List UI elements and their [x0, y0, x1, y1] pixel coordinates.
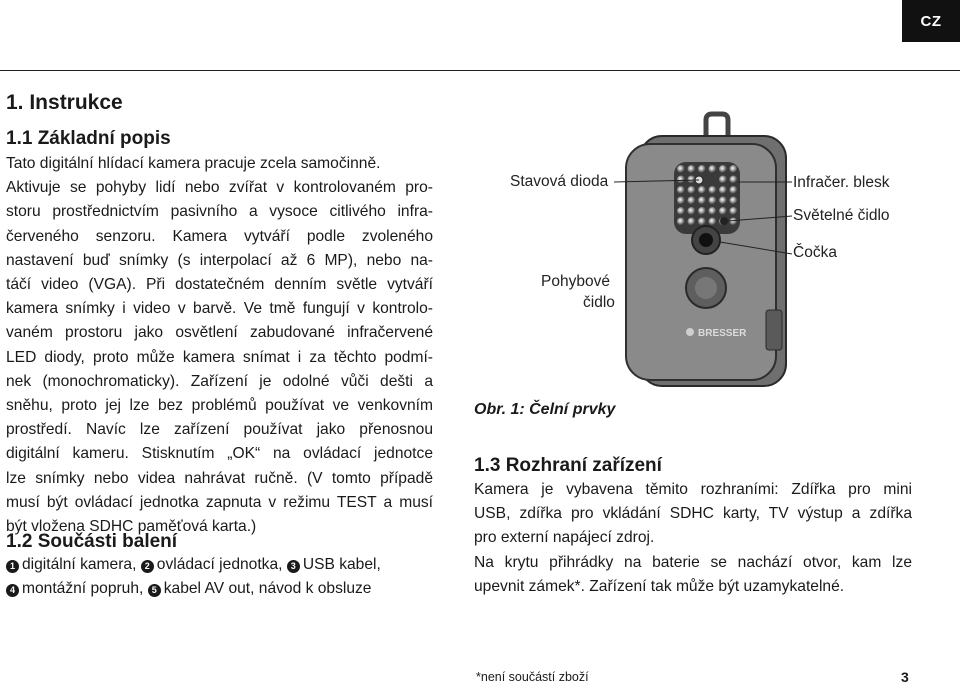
camera-front-illustration — [470, 110, 910, 400]
ir-led — [677, 197, 685, 205]
text-line: USB, zdířka pro vkládání SDHC karty, TV výstup a zdířka — [474, 505, 912, 523]
ir-led — [730, 176, 738, 184]
basic-description-text — [6, 152, 433, 539]
ir-led — [709, 218, 717, 226]
text-line: prostředí. Navíc lze zařízení používat jako přenosnou — [6, 421, 433, 439]
header-rule — [0, 70, 960, 71]
text-line: Aktivuje se pohyby lidí nebo zvířat v kontrolovaném pro- — [6, 179, 433, 197]
figure-caption: Obr. 1: Čelní prvky — [474, 401, 616, 418]
text-line: kamera snímky i video v barvě. Ve tmě fungují v kontrolo- — [6, 300, 433, 318]
ir-led — [698, 218, 706, 226]
side-latch — [766, 310, 782, 350]
text-line: storu prostřednictvím pasivního a vysoce citlivého infra- — [6, 203, 433, 221]
package-contents-list — [6, 553, 446, 601]
number-badge: 2 — [141, 560, 154, 573]
brand-logo-icon — [686, 328, 694, 336]
language-badge: CZ — [902, 0, 960, 42]
label-motion-sensor-line2: čidlo — [583, 294, 615, 311]
text-line: červeného senzoru. Kamera vytváří podle zvoleného — [6, 227, 433, 245]
list-item: USB kabel, — [302, 556, 381, 573]
ir-led — [719, 176, 727, 184]
number-badge: 1 — [6, 560, 19, 573]
ir-led — [730, 186, 738, 194]
text-line: vaném prostoru jako osvětlení zabudované infračervené — [6, 324, 433, 342]
device-interface-text — [474, 478, 912, 599]
text-line: sněhu, proto jej lze bez problémů používat ve venkovním — [6, 397, 433, 415]
ir-led — [688, 186, 696, 194]
ir-led — [688, 218, 696, 226]
ir-led — [730, 165, 738, 173]
light-sensor — [720, 217, 728, 225]
label-status-led: Stavová dioda — [510, 173, 609, 190]
footnote: *není součástí zboží — [476, 670, 589, 684]
ir-led — [719, 186, 727, 194]
text-line: Na krytu přihrádky na baterie se nachází otvor, kam lze — [474, 553, 912, 571]
text-line: lze snímky nebo videa nahrávat ručně. (V tomto případě — [6, 469, 433, 487]
ir-led — [698, 207, 706, 215]
ir-led — [677, 186, 685, 194]
ir-led — [698, 197, 706, 205]
ir-led — [730, 207, 738, 215]
heading-basic-description: 1.1 Základní popis — [6, 128, 171, 149]
ir-led — [698, 186, 706, 194]
ir-led — [677, 207, 685, 215]
heading-package-contents: 1.2 Součásti balení — [6, 531, 178, 552]
list-item: kabel AV out, návod k obsluze — [163, 580, 372, 598]
number-badge: 5 — [148, 584, 161, 597]
text-line: pro externí napájecí zdroj. — [474, 529, 655, 547]
ir-led — [698, 165, 706, 173]
ir-led — [709, 207, 717, 215]
ir-led — [677, 176, 685, 184]
ir-led — [677, 218, 685, 226]
label-ir-flash: Infračer. blesk — [793, 174, 890, 191]
ir-led — [730, 218, 738, 226]
ir-led — [719, 207, 727, 215]
list-item: ovládací jednotka, — [156, 556, 283, 573]
text-line: digitální kameru. Stisknutím „OK“ na ovládací jednotce — [6, 445, 433, 463]
page-number: 3 — [901, 669, 909, 685]
label-lens: Čočka — [793, 244, 837, 261]
ir-led — [709, 165, 717, 173]
ir-led — [709, 197, 717, 205]
ir-led — [677, 165, 685, 173]
text-line: být vložena SDHC paměťová karta.) — [6, 518, 257, 536]
text-line: Kamera je vybavena těmito rozhraními: Zdířka pro mini — [474, 481, 912, 498]
text-line: nastavení buď snímky (s interpolací až 6 MP), nebo na- — [6, 251, 433, 269]
label-motion-sensor-line1: Pohybové — [541, 273, 610, 290]
ir-led — [719, 165, 727, 173]
ir-led — [688, 207, 696, 215]
list-item: montážní popruh, — [22, 580, 144, 598]
ir-led — [719, 197, 727, 205]
text-line: Tato digitální hlídací kamera pracuje zcela samočinně. — [6, 155, 381, 172]
text-line: LED diody, proto může kamera snímat i za těchto podmí- — [6, 348, 433, 366]
brand-label: BRESSER — [698, 328, 747, 339]
heading-device-interface: 1.3 Rozhraní zařízení — [474, 455, 662, 476]
ir-led — [688, 197, 696, 205]
ir-led — [688, 165, 696, 173]
section-title: 1. Instrukce — [6, 91, 123, 114]
ir-led — [688, 176, 696, 184]
label-light-sensor: Světelné čidlo — [793, 207, 890, 224]
text-line: nek (monochromaticky). Zařízení je odolné vůči dešti a — [6, 372, 433, 390]
number-badge: 3 — [287, 560, 300, 573]
text-line: táčí video (VGA). Při dostatečném denním světle vytváří — [6, 276, 433, 294]
text-line: upevnit zámek*. Zařízení tak může být uzamykatelné. — [474, 577, 845, 595]
ir-led — [730, 197, 738, 205]
text-line: musí být ovládací jednotka zapnuta v režimu TEST a musí — [6, 493, 433, 511]
list-item: digitální kamera, — [22, 556, 137, 573]
ir-led — [709, 186, 717, 194]
number-badge: 4 — [6, 584, 19, 597]
